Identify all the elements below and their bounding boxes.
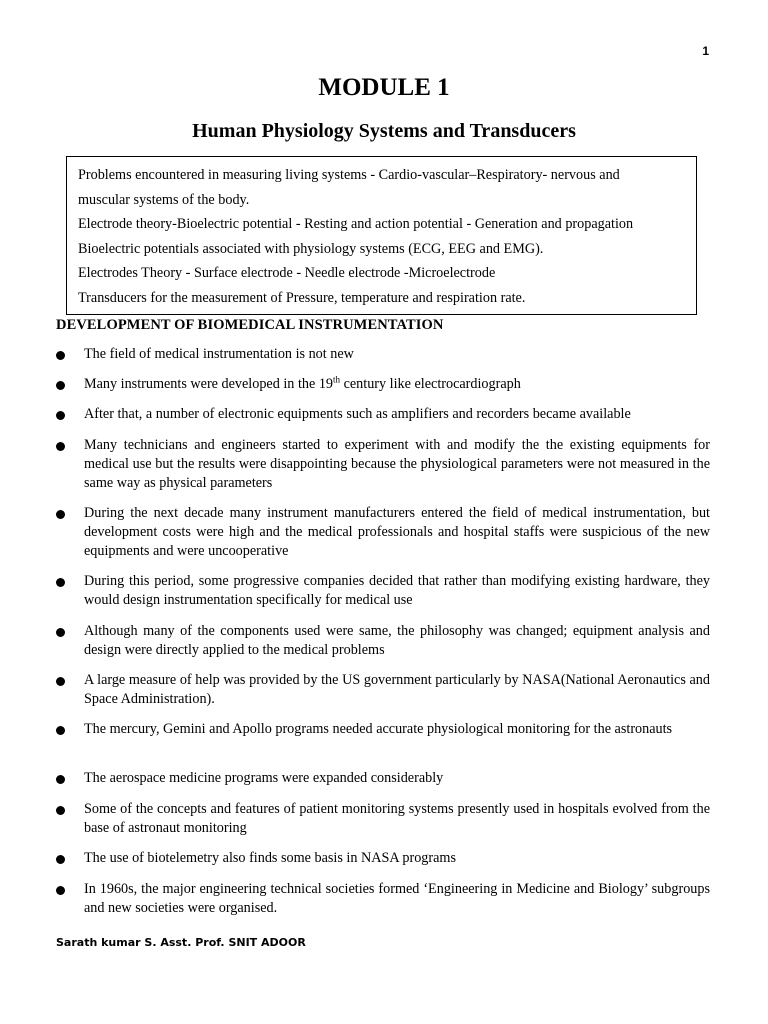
- bullet-icon: [56, 677, 65, 686]
- list-item: [56, 345, 710, 364]
- list-item-text: The mercury, Gemini and Apollo programs needed accurate physiological monitoring for the astronauts: [84, 721, 673, 737]
- list-item: [56, 622, 710, 660]
- syllabus-line: Bioelectric potentials associated with physiology systems (ECG, EEG and EMG).: [78, 240, 544, 257]
- list-item-text: During this period, some progressive companies decided that rather than modifying existing hardware, they would design instrumentation specifically for medical use: [84, 573, 710, 608]
- list-item-text: The aerospace medicine programs were expanded considerably: [84, 770, 444, 786]
- bullet-icon: [56, 578, 65, 587]
- bullet-icon: [56, 806, 65, 815]
- list-item: [56, 405, 710, 424]
- list-item-text: The use of biotelemetry also finds some basis in NASA programs: [84, 850, 456, 866]
- bullet-icon: [56, 381, 65, 390]
- syllabus-line: Electrodes Theory - Surface electrode - Needle electrode -Microelectrode: [78, 265, 496, 281]
- syllabus-line: Electrode theory-Bioelectric potential - Resting and action potential - Generation and propagation: [78, 216, 634, 232]
- list-item-text: After that, a number of electronic equipments such as amplifiers and recorders became available: [84, 406, 631, 422]
- list-item-text: Many technicians and engineers started to experiment with and modify the the existing equipments for medical use but the results were disappointing because the physiological parameters were not measured in the same way as physical parameters: [84, 437, 710, 491]
- superscript: th: [333, 374, 341, 385]
- list-item-text: Some of the concepts and features of patient monitoring systems presently used in hospitals evolved from the base of astronaut monitoring: [84, 801, 710, 836]
- bullet-icon: [56, 442, 65, 451]
- list-item-text: Although many of the components used were same, the philosophy was changed; equipment analysis and design were directly applied to the medical problems: [84, 623, 710, 658]
- list-item: [56, 769, 710, 788]
- page-subtitle: Human Physiology Systems and Transducers: [192, 120, 576, 142]
- list-item: [56, 572, 710, 610]
- list-item-text: A large measure of help was provided by the US government particularly by NASA(National Aeronautics and Space Administration).: [84, 672, 710, 707]
- list-item: [56, 375, 710, 394]
- bullet-icon: [56, 855, 65, 864]
- list-item: [56, 436, 710, 493]
- syllabus-line: Transducers for the measurement of Pressure, temperature and respiration rate.: [78, 289, 526, 306]
- syllabus-line: Problems encountered in measuring living systems - Cardio-vascular–Respiratory- nervous and: [78, 167, 620, 183]
- list-item-text: During the next decade many instrument manufacturers entered the field of medical instrumentation, but development costs were high and the medical professionals and hospital staffs were suspicious of the new equipments and were uncooperative: [84, 505, 710, 559]
- section-heading: DEVELOPMENT OF BIOMEDICAL INSTRUMENTATION: [56, 317, 444, 333]
- list-item: [56, 720, 710, 739]
- bullet-icon: [56, 351, 65, 360]
- list-item: [56, 504, 710, 561]
- list-item: [56, 880, 710, 918]
- page-number: 1: [702, 44, 709, 58]
- list-item: [56, 800, 710, 838]
- syllabus-box: [66, 156, 697, 315]
- list-item-text: [84, 375, 710, 394]
- page-title: MODULE 1: [318, 74, 450, 101]
- list-item-text-part: Many instruments were developed in the 19: [84, 376, 334, 392]
- syllabus-line: muscular systems of the body.: [78, 191, 250, 208]
- list-item-text: The field of medical instrumentation is not new: [84, 346, 354, 362]
- bullet-icon: [56, 510, 65, 519]
- list-item-text-part: century like electrocardiograph: [340, 376, 521, 392]
- list-item-text: In 1960s, the major engineering technical societies formed ‘Engineering in Medicine and Biology’ subgroups and new societies were organised.: [84, 881, 710, 916]
- bullet-icon: [56, 628, 65, 637]
- list-item: [56, 671, 710, 709]
- page-footer: Sarath kumar S. Asst. Prof. SNIT ADOOR: [56, 936, 306, 949]
- list-item: [56, 849, 710, 868]
- bullet-icon: [56, 726, 65, 735]
- bullet-icon: [56, 775, 65, 784]
- bullet-icon: [56, 886, 65, 895]
- bullet-icon: [56, 411, 65, 420]
